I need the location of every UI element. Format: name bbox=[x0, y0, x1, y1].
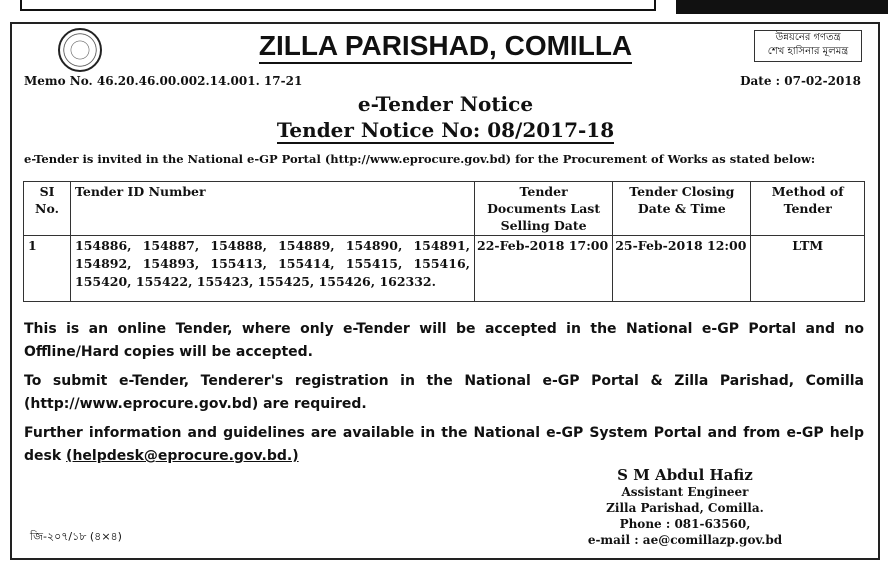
header-sl: SI No. bbox=[24, 182, 71, 236]
table-row bbox=[24, 236, 865, 302]
slogan-line-2: শেখ হাসিনার মূলমন্ত্র bbox=[767, 46, 849, 57]
header-last-selling-date: Tender Documents Last Selling Date bbox=[475, 182, 613, 236]
page-title: ZILLA PARISHAD, COMILLA bbox=[0, 30, 891, 62]
signatory-phone: Phone : 081-63560, bbox=[619, 517, 751, 531]
slogan-line-1: উন্নয়নের গণতন্ত্র bbox=[775, 32, 841, 43]
notice-title: e-Tender Notice bbox=[357, 92, 534, 116]
header-tender-id: Tender ID Number bbox=[71, 182, 475, 236]
helpdesk-email-link[interactable]: (helpdesk@eprocure.gov.bd.) bbox=[66, 448, 299, 464]
signatory-office: Zilla Parishad, Comilla. bbox=[606, 501, 764, 515]
signatory-email: e-mail : ae@comillazp.gov.bd bbox=[587, 533, 783, 547]
cell-last-selling: 22-Feb-2018 17:00 bbox=[475, 236, 613, 302]
signature-block bbox=[560, 466, 810, 548]
adjacent-ad-block bbox=[676, 0, 888, 14]
cell-sl: 1 bbox=[24, 236, 71, 302]
previous-ad-border bbox=[20, 0, 656, 11]
ad-reference-code: জি-২০৭/১৮ (৪×৪) bbox=[30, 530, 122, 543]
header-closing-date: Tender Closing Date & Time bbox=[613, 182, 751, 236]
notice-date: Date : 07-02-2018 bbox=[740, 74, 861, 88]
signatory-name: S M Abdul Hafiz bbox=[617, 466, 753, 484]
header-method: Method of Tender bbox=[751, 182, 865, 236]
registration-paragraph: To submit e-Tender, Tenderer's registration in the National e-GP Portal & Zilla Parishad, Comilla (http://www.eprocure.gov.bd) are required. bbox=[24, 373, 864, 412]
memo-number: Memo No. 46.20.46.00.002.14.001. 17-21 bbox=[24, 74, 303, 88]
slogan-box bbox=[754, 30, 862, 62]
cell-closing: 25-Feb-2018 12:00 bbox=[613, 236, 751, 302]
helpdesk-text: Further information and guidelines are available in the National e-GP System Portal and from e-GP help desk bbox=[24, 425, 864, 464]
table-header-row bbox=[24, 182, 865, 236]
helpdesk-paragraph bbox=[24, 422, 864, 468]
cell-method: LTM bbox=[751, 236, 865, 302]
intro-text: e-Tender is invited in the National e-GP Portal (http://www.eprocure.gov.bd) for the Procurement of Works as stated below: bbox=[24, 152, 816, 166]
notice-number: Tender Notice No: 08/2017-18 bbox=[276, 118, 615, 142]
online-tender-paragraph: This is an online Tender, where only e-Tender will be accepted in the National e-GP Portal and no Offline/Hard copies will be accepted. bbox=[24, 321, 864, 360]
signatory-designation: Assistant Engineer bbox=[621, 485, 749, 499]
cell-tender-ids: 154886, 154887, 154888, 154889, 154890, 154891, 154892, 154893, 155413, 155414, 155415, 155416, 155420, 155422, 155423, 155425, 155426, 162332. bbox=[71, 236, 475, 302]
tender-table bbox=[23, 181, 865, 302]
top-edge-strip bbox=[0, 0, 891, 16]
